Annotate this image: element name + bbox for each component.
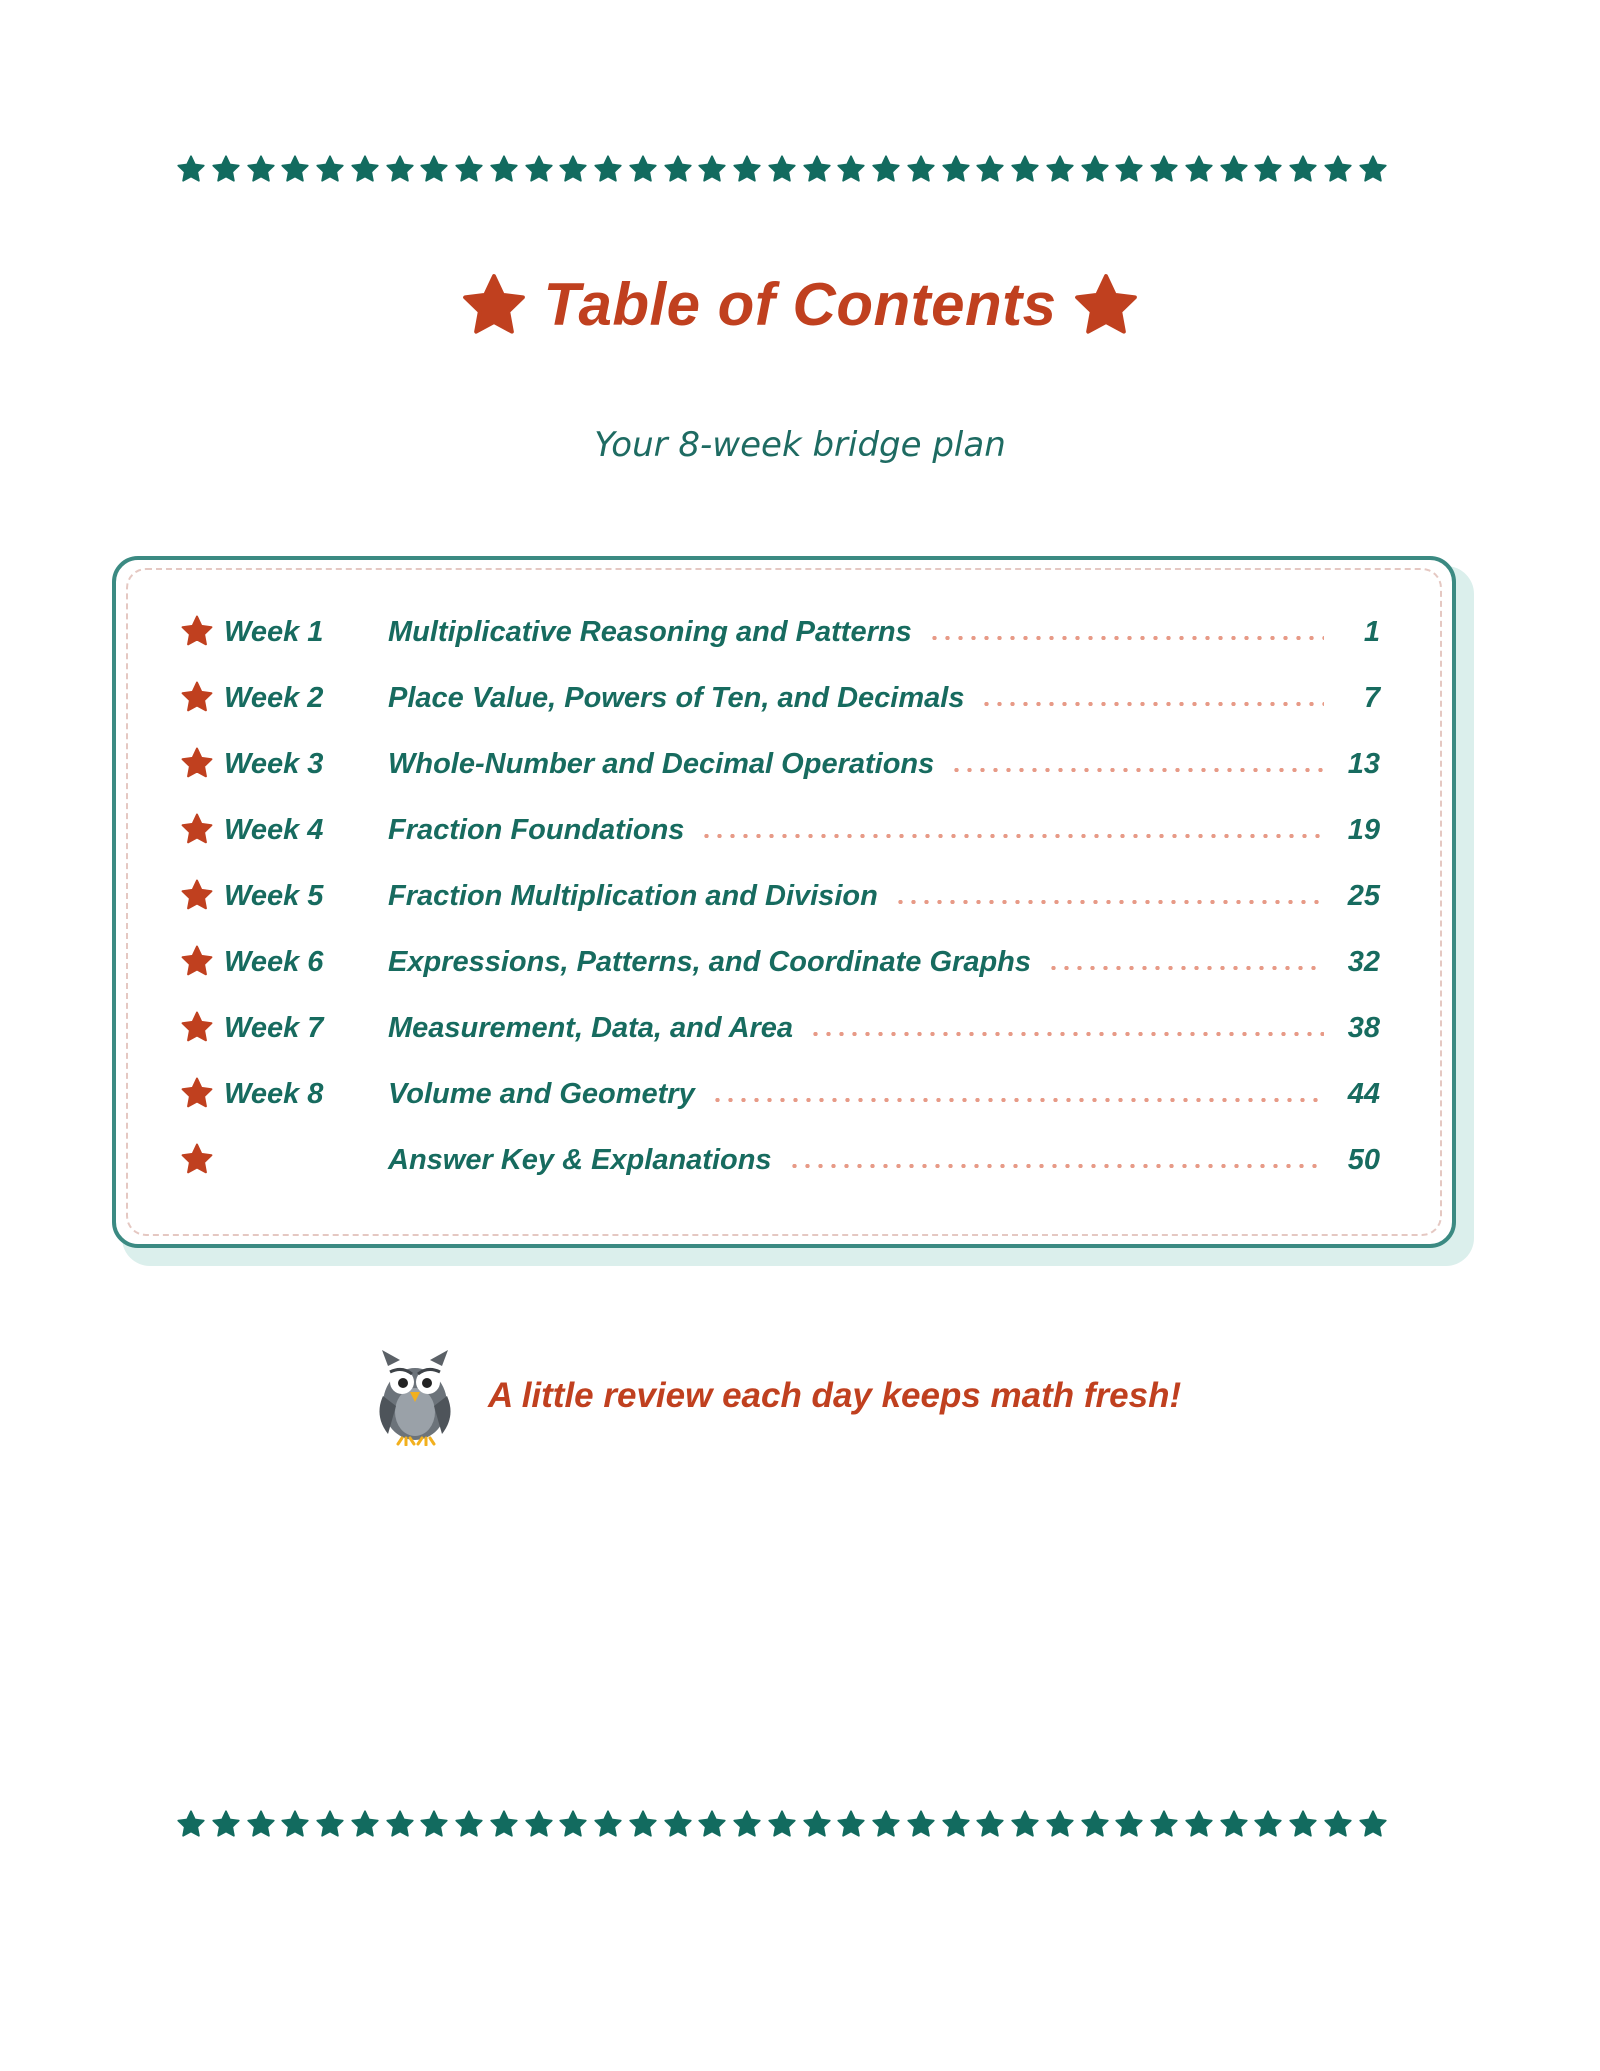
star-icon [280,154,310,184]
tip-block [372,1346,1181,1446]
star-icon [1323,1809,1353,1839]
star-icon [350,154,380,184]
star-icon [697,1809,727,1839]
star-icon [941,154,971,184]
toc-row [180,1006,1380,1050]
toc-page-number: 50 [1347,1144,1380,1176]
leader-dots [711,1098,1324,1102]
star-icon [350,1809,380,1839]
star-icon [1323,154,1353,184]
star-icon [1288,1809,1318,1839]
star-icon [906,1809,936,1839]
star-icon [802,1809,832,1839]
star-icon [180,812,214,846]
toc-page-number: 7 [1363,682,1380,714]
toc-topic-title: Answer Key & Explanations [388,1144,772,1176]
star-icon [454,154,484,184]
row-star-icon [180,746,214,780]
star-icon [871,1809,901,1839]
star-icon [732,1809,762,1839]
page-title: Table of Contents [543,271,1057,338]
star-icon [489,154,519,184]
star-icon [1184,1809,1214,1839]
toc-row [180,940,1380,984]
star-icon [732,154,762,184]
star-icon [1253,1809,1283,1839]
star-icon [419,154,449,184]
toc-page-number: 44 [1347,1078,1380,1110]
toc-page-number: 13 [1347,748,1380,780]
star-icon [802,154,832,184]
toc-topic-title: Fraction Foundations [388,814,685,846]
leader-dots [700,834,1324,838]
star-icon [558,1809,588,1839]
star-icon [460,271,528,339]
leader-dots [809,1032,1324,1036]
row-star-icon [180,878,214,912]
star-icon [767,154,797,184]
row-star-icon [180,1076,214,1110]
star-icon [385,154,415,184]
star-icon [1114,154,1144,184]
toc-row [180,1072,1380,1116]
star-icon [975,1809,1005,1839]
star-icon [663,1809,693,1839]
row-star-icon [180,614,214,648]
row-star-icon [180,1142,214,1176]
toc-week-label: Week 5 [224,880,324,912]
toc-topic-title: Measurement, Data, and Area [388,1012,794,1044]
toc-topic-title: Fraction Multiplication and Division [388,880,878,912]
toc-week-label: Week 6 [224,946,324,978]
star-icon [1358,1809,1388,1839]
toc-week-label: Week 7 [224,1012,324,1044]
page-subtitle: Your 8-week bridge plan [594,425,1006,465]
star-icon [176,154,206,184]
star-icon [246,1809,276,1839]
leader-dots [950,768,1324,772]
toc-page-number: 25 [1347,880,1380,912]
star-icon [1010,154,1040,184]
toc-week-label: Week 3 [224,748,324,780]
star-icon [1114,1809,1144,1839]
toc-page-number: 32 [1347,946,1380,978]
toc-topic-title: Place Value, Powers of Ten, and Decimals [388,682,965,714]
toc-row [180,874,1380,918]
star-icon [176,1809,206,1839]
leader-dots [928,636,1324,640]
star-icon [1358,154,1388,184]
star-icon [489,1809,519,1839]
star-icon [454,1809,484,1839]
star-icon [524,154,554,184]
star-icon [836,154,866,184]
star-icon [1288,154,1318,184]
star-icon [1080,154,1110,184]
toc-topic-title: Expressions, Patterns, and Coordinate Graphs [388,946,1031,978]
star-icon [663,154,693,184]
row-star-icon [180,680,214,714]
star-icon [1184,154,1214,184]
star-icon [180,878,214,912]
toc-week-label: Week 1 [224,616,324,648]
star-icon [1149,154,1179,184]
toc-week-label: Week 8 [224,1078,324,1110]
leader-dots [788,1164,1324,1168]
star-icon [1010,1809,1040,1839]
star-icon [180,944,214,978]
star-icon [1219,1809,1249,1839]
star-icon [211,154,241,184]
star-icon [180,746,214,780]
toc-page-number: 1 [1363,616,1380,648]
star-icon [1219,154,1249,184]
star-icon [1045,154,1075,184]
star-icon [941,1809,971,1839]
toc-row [180,742,1380,786]
star-icon [1253,154,1283,184]
top-star-divider [176,152,1388,186]
star-icon [419,1809,449,1839]
toc-page-number: 19 [1347,814,1380,846]
star-icon [558,154,588,184]
tip-text: A little review each day keeps math fresh! [488,1376,1182,1415]
toc-topic-title: Volume and Geometry [388,1078,695,1110]
row-star-icon [180,812,214,846]
title-block [0,270,1600,339]
star-icon [280,1809,310,1839]
row-star-icon [180,1010,214,1044]
star-icon [1080,1809,1110,1839]
star-icon [180,1142,214,1176]
star-icon [628,1809,658,1839]
leader-dots [894,900,1324,904]
toc-topic-title: Whole-Number and Decimal Operations [388,748,935,780]
leader-dots [980,702,1324,706]
star-icon [385,1809,415,1839]
star-icon [1072,271,1140,339]
toc-topic-title: Multiplicative Reasoning and Patterns [388,616,912,648]
star-icon [628,154,658,184]
star-icon [315,154,345,184]
row-star-icon [180,944,214,978]
star-icon [697,154,727,184]
star-icon [211,1809,241,1839]
star-icon [524,1809,554,1839]
star-icon [836,1809,866,1839]
star-icon [315,1809,345,1839]
star-icon [767,1809,797,1839]
toc-row [180,610,1380,654]
star-icon [180,1076,214,1110]
toc-week-label: Week 2 [224,682,324,714]
toc-row [180,676,1380,720]
star-icon [180,680,214,714]
leader-dots [1047,966,1324,970]
star-icon [246,154,276,184]
star-icon [180,614,214,648]
toc-page-number: 38 [1347,1012,1380,1044]
owl-icon [372,1346,458,1446]
star-icon [1149,1809,1179,1839]
star-icon [593,154,623,184]
star-icon [593,1809,623,1839]
star-icon [180,1010,214,1044]
toc-week-label: Week 4 [224,814,324,846]
toc-row [180,808,1380,852]
bottom-star-divider [176,1807,1388,1841]
star-icon [906,154,936,184]
star-icon [871,154,901,184]
star-icon [1045,1809,1075,1839]
toc-row [180,1138,1380,1182]
star-icon [975,154,1005,184]
